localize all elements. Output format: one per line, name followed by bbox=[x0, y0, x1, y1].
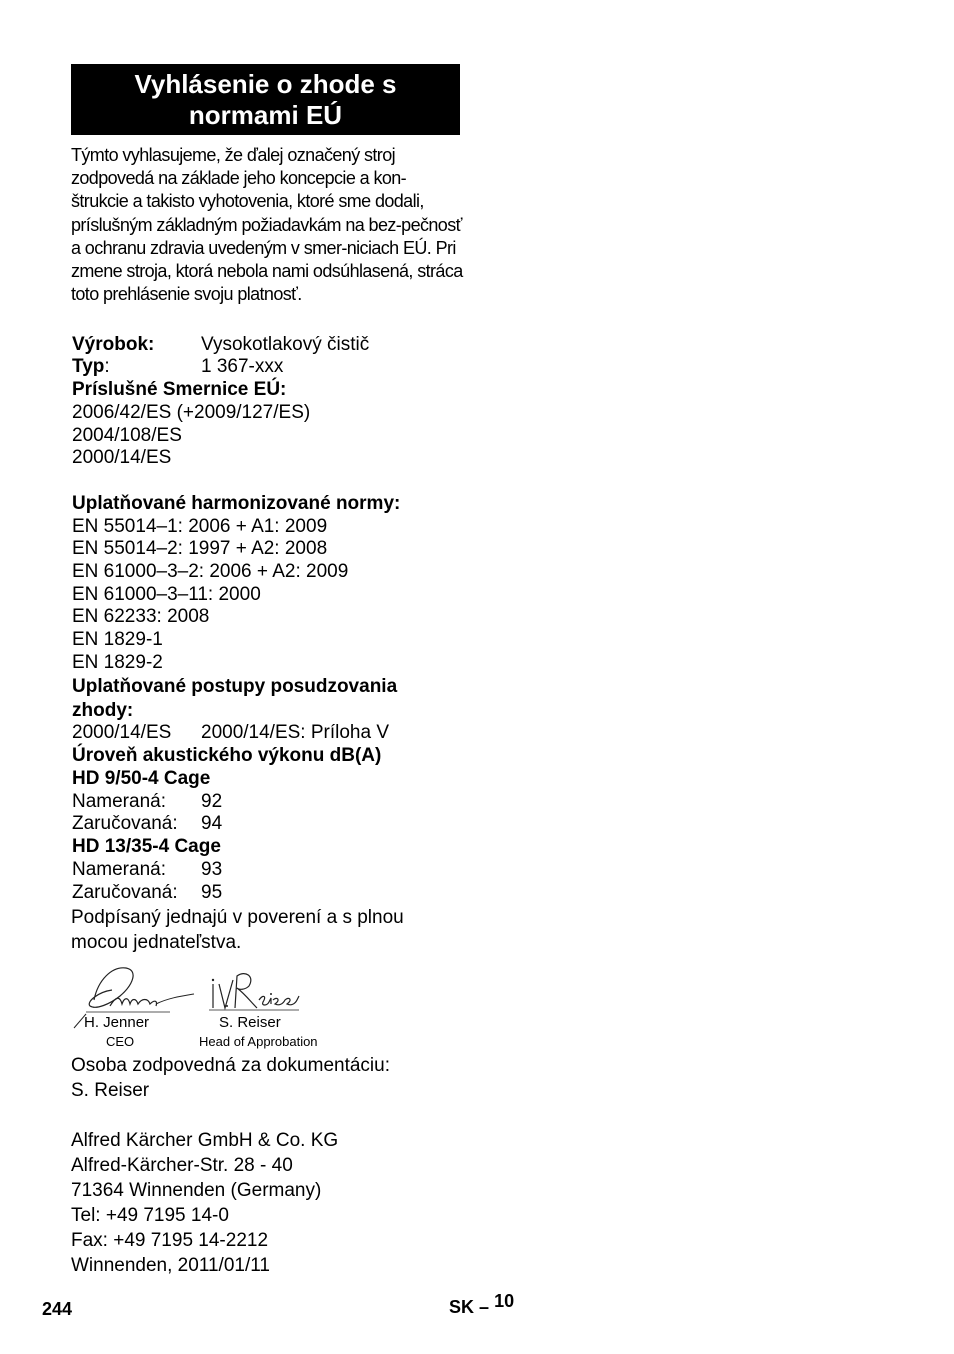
footer-dash: – bbox=[479, 1297, 490, 1317]
guaranteed-value: 95 bbox=[201, 882, 223, 903]
address-line: Alfred-Kärcher-Str. 28 - 40 bbox=[71, 1155, 293, 1176]
assessment-label-2: zhody: bbox=[72, 700, 134, 721]
signed-text-line: Podpísaný jednajú v poverení a s plnou bbox=[71, 907, 404, 928]
page-number: 244 bbox=[42, 1299, 73, 1319]
model-name: HD 9/50-4 Cage bbox=[72, 768, 211, 789]
assessment-label-1: Uplatňované postupy posudzovania bbox=[72, 676, 398, 697]
signatory-name: S. Reiser bbox=[219, 1014, 281, 1031]
standard-item: EN 55014–1: 2006 + A1: 2009 bbox=[72, 516, 328, 537]
address-line: Fax: +49 7195 14-2212 bbox=[71, 1230, 269, 1251]
model-name: HD 13/35-4 Cage bbox=[72, 836, 221, 857]
documentation-line: Osoba zodpovedná za dokumentáciu: bbox=[71, 1055, 390, 1076]
product-value: Vysokotlakový čistič bbox=[201, 334, 370, 355]
sound-label: Úroveň akustického výkonu dB(A) bbox=[72, 745, 382, 766]
signatory-role: CEO bbox=[106, 1034, 135, 1049]
standard-item: EN 62233: 2008 bbox=[72, 606, 210, 627]
guaranteed-row bbox=[72, 882, 223, 904]
measured-value: 93 bbox=[201, 859, 223, 880]
address-line: Tel: +49 7195 14-0 bbox=[71, 1205, 229, 1226]
standard-item: EN 55014–2: 1997 + A2: 2008 bbox=[72, 538, 328, 559]
product-label: Výrobok: bbox=[72, 334, 155, 355]
assessment-row bbox=[72, 722, 390, 744]
documentation-line: S. Reiser bbox=[71, 1080, 150, 1101]
language-code: SK bbox=[449, 1297, 475, 1317]
type-label: Typ bbox=[72, 356, 105, 377]
standard-item: EN 1829-2 bbox=[72, 652, 163, 673]
signed-text-line: mocou jednateľstva. bbox=[71, 932, 242, 953]
measured-label: Nameraná: bbox=[72, 791, 166, 812]
address-line: Alfred Kärcher GmbH & Co. KG bbox=[71, 1130, 339, 1151]
measured-row bbox=[72, 859, 223, 881]
signature-reiser bbox=[205, 968, 305, 1016]
directive-item: 2004/108/ES bbox=[72, 425, 182, 446]
address-line: Winnenden, 2011/01/11 bbox=[71, 1255, 270, 1276]
page-heading bbox=[71, 64, 460, 135]
signatory-role: Head of Approbation bbox=[199, 1034, 318, 1049]
measured-value: 92 bbox=[201, 791, 223, 812]
standard-item: EN 61000–3–11: 2000 bbox=[72, 584, 261, 605]
assessment-col1: 2000/14/ES bbox=[72, 722, 172, 743]
address-line: 71364 Winnenden (Germany) bbox=[71, 1180, 322, 1201]
type-row bbox=[72, 356, 284, 378]
measured-label: Nameraná: bbox=[72, 859, 166, 880]
guaranteed-label: Zaručovaná: bbox=[72, 813, 178, 834]
measured-row bbox=[72, 791, 223, 813]
standard-item: EN 61000–3–2: 2006 + A2: 2009 bbox=[72, 561, 349, 582]
type-value: 1 367-xxx bbox=[201, 356, 284, 377]
sub-page-number: 10 bbox=[494, 1291, 515, 1311]
directive-item: 2000/14/ES bbox=[72, 447, 172, 468]
directive-item: 2006/42/ES (+2009/127/ES) bbox=[72, 402, 311, 423]
signatory-name: H. Jenner bbox=[84, 1014, 150, 1031]
standards-label: Uplatňované harmonizované normy: bbox=[72, 493, 401, 514]
product-row bbox=[72, 334, 370, 356]
assessment-col2: 2000/14/ES: Príloha V bbox=[201, 722, 390, 743]
type-colon: : bbox=[104, 356, 110, 377]
heading-text: Vyhlásenie o zhode s normami EÚ bbox=[134, 68, 397, 130]
guaranteed-value: 94 bbox=[201, 813, 223, 834]
guaranteed-label: Zaručovaná: bbox=[72, 882, 178, 903]
guaranteed-row bbox=[72, 813, 223, 835]
standard-item: EN 1829-1 bbox=[72, 629, 163, 650]
intro-paragraph: Týmto vyhlasujeme, že ďalej označený stroj zodpovedá na základe jeho koncepcie a kon-štrukcie a takisto vyhotovenia, ktoré sme dodali, príslušným základným požiadavkám na bez-pečnosť a ochranu zdravia uvedeným v smer-niciach EÚ. Pri zmene stroja, ktorá nebola nami odsúhlasená, stráca toto prehlásenie svoju platnosť. bbox=[71, 145, 463, 305]
directives-label: Príslušné Smernice EÚ: bbox=[72, 379, 287, 400]
section-page bbox=[449, 1291, 515, 1318]
